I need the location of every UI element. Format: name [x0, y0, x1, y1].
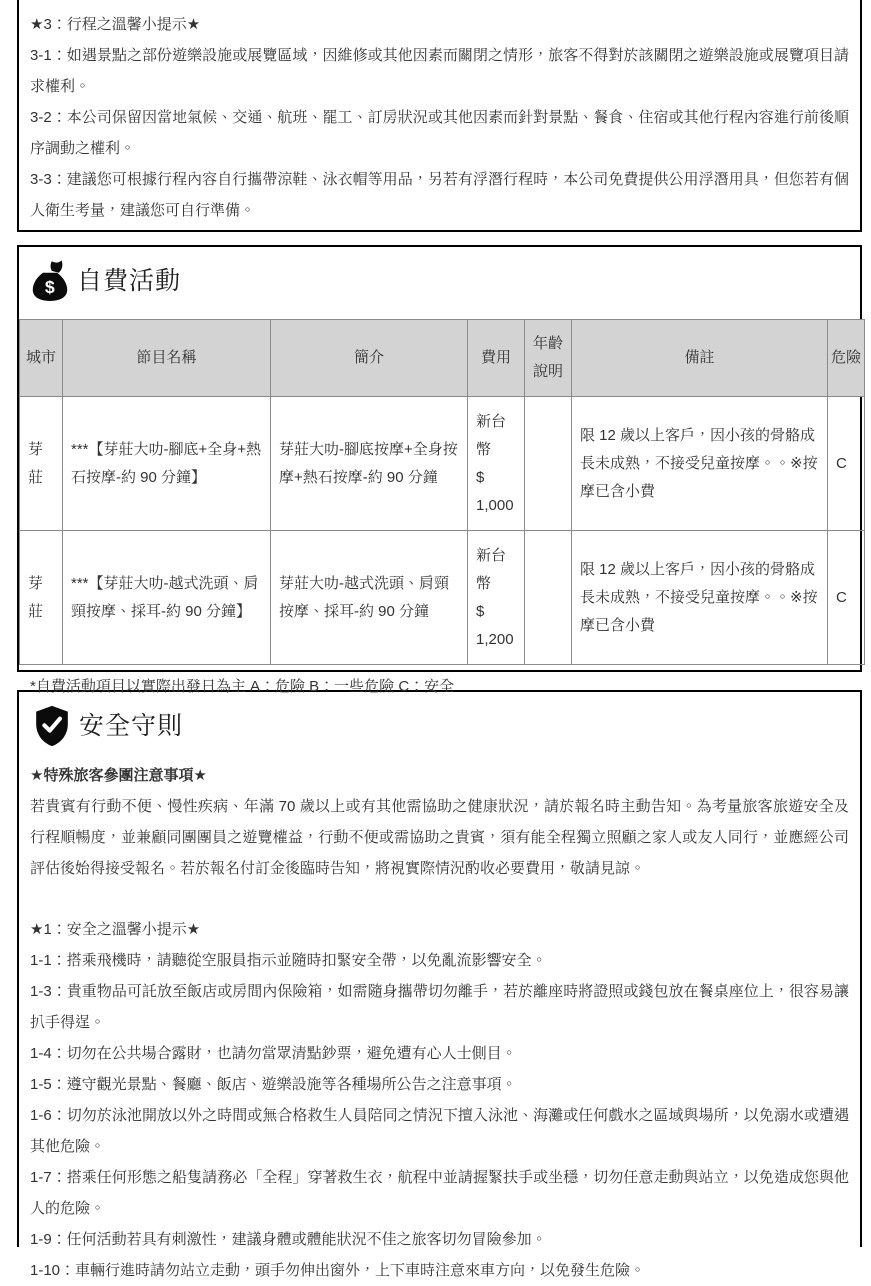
optional-activities-heading [19, 259, 860, 303]
optional-activities-table [19, 319, 865, 665]
cell-intro: 芽莊大叻-腳底按摩+全身按摩+熱石按摩-約 90 分鐘 [271, 397, 468, 531]
safety-tips-title: ★1：安全之溫馨小提示★ [30, 921, 201, 938]
col-header-age-note: 年齡說明 [525, 320, 572, 397]
cell-remark: 限 12 歲以上客戶，因小孩的骨骼成長未成熟，不接受兒童按摩。。※按摩已含小費 [572, 397, 828, 531]
table-row [20, 397, 865, 531]
safety-rules-title: 安全守則 [79, 712, 184, 740]
table-header-row [20, 320, 865, 397]
cell-program-name: ***【芽莊大叻-腳底+全身+熱石按摩-約 90 分鐘】 [63, 397, 271, 531]
optional-activities-section [17, 245, 862, 695]
trip-tip-item-1: 3-1：如遇景點之部份遊樂設施或展覽區域，因維修或其他因素而關閉之情形，旅客不得對於該關閉之遊樂設施或展覽項目請求權利。 [30, 47, 849, 95]
col-header-intro: 簡介 [271, 320, 468, 397]
cell-fee [468, 397, 525, 531]
safety-rules-heading [30, 704, 849, 748]
fee-amount: $ 1,000 [476, 468, 514, 514]
cell-remark: 限 12 歲以上客戶，因小孩的骨骼成長未成熟，不接受兒童按摩。。※按摩已含小費 [572, 531, 828, 665]
safety-rules-section [17, 690, 862, 1279]
safety-tip-item-6: 1-6：切勿於泳池開放以外之時間或無合格救生人員陪同之情況下擅入泳池、海灘或任何戲水之區域與場所，以免溺水或遭遇其他危險。 [30, 1107, 849, 1155]
activities-footnote: *自費活動項目以實際出發日為主 A：危險 B：一些危險 C：安全 [30, 678, 455, 695]
cell-fee [468, 531, 525, 665]
cell-program-name: ***【芽莊大叻-越式洗頭、肩頸按摩、採耳-約 90 分鐘】 [63, 531, 271, 665]
table-row [20, 531, 865, 665]
col-header-city: 城市 [20, 320, 63, 397]
trip-tips-section [17, 0, 862, 232]
cell-age-note [525, 531, 572, 665]
col-header-danger: 危險 [828, 320, 865, 397]
trip-tip-item-3: 3-3：建議您可根據行程內容自行攜帶涼鞋、泳衣帽等用品，另若有浮潛行程時，本公司免費提供公用浮潛用具，但您若有個人衛生考量，建議您可自行準備。 [30, 171, 849, 219]
safety-tip-item-3: 1-3：貴重物品可託放至飯店或房間內保險箱，如需隨身攜帶切勿離手，若於離座時將證照或錢包放在餐桌座位上，很容易讓扒手得逞。 [30, 983, 849, 1031]
trip-tip-item-2: 3-2：本公司保留因當地氣候、交通、航班、罷工、訂房狀況或其他因素而針對景點、餐食、住宿或其他行程內容進行前後順序調動之權利。 [30, 109, 849, 157]
shield-check-icon [32, 704, 72, 748]
safety-tip-item-4: 1-4：切勿在公共場合露財，也請勿當眾清點鈔票，避免遭有心人士側目。 [30, 1045, 517, 1062]
safety-tip-item-9: 1-9：任何活動若具有刺激性，建議身體或體能狀況不佳之旅客切勿冒險參加。 [30, 1231, 547, 1248]
fee-currency: 新台幣 [476, 412, 507, 458]
col-header-fee: 費用 [468, 320, 525, 397]
cell-danger: C [828, 397, 865, 531]
svg-text:$: $ [44, 277, 55, 297]
special-guest-notice-body: 若貴賓有行動不便、慢性疾病、年滿 70 歲以上或有其他需協助之健康狀況，請於報名時主動告知。為考量旅客旅遊安全及行程順暢度，並兼顧同團團員之遊覽權益，行動不便或需協助之貴賓，須有能全程獨立照顧之家人或友人同行，並應經公司評估後始得接受報名。若於報名付訂金後臨時告知，將視實際情況酌收必要費用，敬請見諒。 [30, 798, 849, 877]
safety-tip-item-10: 1-10：車輛行進時請勿站立走動，頭手勿伸出窗外，上下車時注意來車方向，以免發生危險。 [30, 1262, 646, 1279]
money-bag-icon [30, 259, 70, 303]
cell-city: 芽莊 [20, 531, 63, 665]
trip-tips-title: ★3：行程之溫馨小提示★ [30, 16, 201, 33]
cell-age-note [525, 397, 572, 531]
cell-intro: 芽莊大叻-越式洗頭、肩頸按摩、採耳-約 90 分鐘 [271, 531, 468, 665]
cell-city: 芽莊 [20, 397, 63, 531]
col-header-program-name: 節目名稱 [63, 320, 271, 397]
fee-currency: 新台幣 [476, 546, 507, 592]
fee-amount: $ 1,200 [476, 602, 514, 648]
col-header-remark: 備註 [572, 320, 828, 397]
optional-activities-title: 自費活動 [77, 267, 182, 295]
special-guest-notice-title: ★特殊旅客參團注意事項★ [30, 767, 207, 784]
safety-tip-item-7: 1-7：搭乘任何形態之船隻請務必「全程」穿著救生衣，航程中並請握緊扶手或坐穩，切勿任意走動與站立，以免造成您與他人的危險。 [30, 1169, 849, 1217]
cell-danger: C [828, 531, 865, 665]
safety-tip-item-1: 1-1：搭乘飛機時，請聽從空服員指示並隨時扣緊安全帶，以免亂流影響安全。 [30, 952, 547, 969]
safety-tip-item-5: 1-5：遵守觀光景點、餐廳、飯店、遊樂設施等各種場所公告之注意事項。 [30, 1076, 517, 1093]
